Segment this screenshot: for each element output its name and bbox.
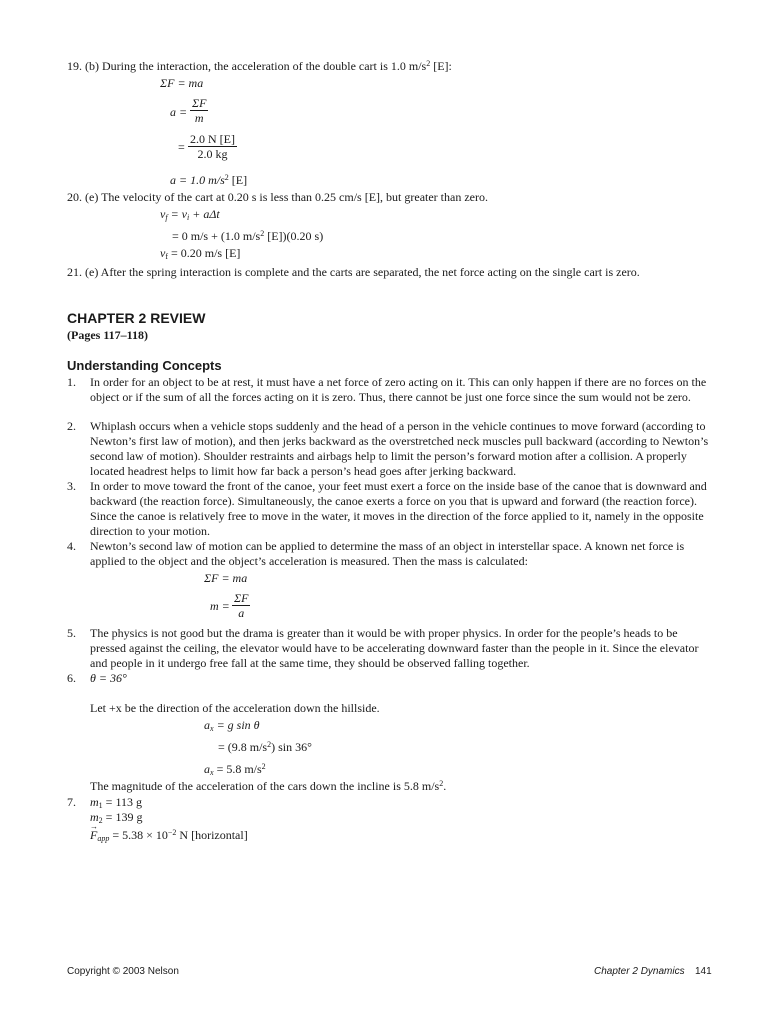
item-7-number: 7. [67, 795, 76, 809]
q19-intro: 19. (b) During the interaction, the acceleration of the double cart is 1.0 $m/s^2$ [E]: [67, 59, 452, 73]
section-heading: Understanding Concepts [67, 358, 222, 373]
item-1-number: 1. [67, 375, 76, 389]
q19-eq2-lhs: a = [170, 105, 188, 119]
q19-eq3-eq: = [178, 140, 185, 154]
item-7-m2: $m_2 = 139$ g [90, 810, 143, 825]
q19-eq2-fraction: $\frac{\Sigma F}{m}$ [192, 96, 207, 125]
item-4-eq2-fraction: $\frac{\Sigma F}{a}$ [234, 591, 249, 620]
item-4-eq2-lhs: m = [210, 599, 230, 613]
item-3-text: In order to move toward the front of the canoe, your feet must exert a force on the inside base of the canoe that is downward and backward (the reaction force). Simultaneously, the canoe exerts a force on you that is upward and forward (the reaction force). Since the canoe is relatively free to move in the water, it moves in the direction of the force applied to it, namely in the opposite direction to your motion. [90, 479, 707, 538]
q21-text: 21. (e) After the spring interaction is complete and the carts are separated, the net force acting on the single cart is zero. [67, 265, 640, 279]
item-5-text: The physics is not good but the drama is greater than it would be with proper physics. In order for the people’s heads to be pressed against the ceiling, the elevator would have to be accelerating downward faster than the people in it. Since the elevator and people in it undergo free fall at the same time, they should be observed falling together. [90, 626, 699, 670]
item-6-eq1: $a_x = g$ sin θ [204, 718, 260, 733]
item-1-text: In order for an object to be at rest, it must have a net force of zero acting on it. This can only happen if there are no forces on the object or if the sum of all the forces acting on it is zero. Thus, there cannot be just one force since the sum would not be zero. [90, 375, 707, 404]
item-6-theta: θ = 36° [90, 671, 127, 685]
q20-eq1: $v_f = v_i + a\Delta t$ [160, 207, 220, 222]
chapter-title: CHAPTER 2 REVIEW [67, 310, 206, 326]
q20-intro: 20. (e) The velocity of the cart at 0.20 s is less than 0.25 cm/s [E], but greater than zero. [67, 190, 488, 204]
q19-eq4: a = 1.0 $m/s^2$ [E] [170, 173, 248, 187]
q20-eq3: $v_f = 0.20$ m/s [E] [160, 246, 241, 261]
footer-chapter: Chapter 2 Dynamics [594, 966, 685, 977]
item-6-conclusion: The magnitude of the acceleration of the cars down the incline is 5.8 $m/s^2$. [90, 779, 447, 793]
q19-eq1: ΣF = ma [160, 76, 204, 90]
item-4-number: 4. [67, 539, 76, 553]
item-2-text: Whiplash occurs when a vehicle stops suddenly and the head of a person in the vehicle continues to move forward (according to Newton’s first law of motion), and then jerks backward as the overstretched neck muscles pull backward (according to Newton’s second law of motion). Shoulder restraints and airbags help to limit the person’s forward motion after a collision. A properly located headrest helps to limit how far back a person’s head goes after jerking backward. [90, 419, 709, 478]
chapter-pages: (Pages 117–118) [67, 328, 148, 342]
item-3-number: 3. [67, 479, 76, 493]
footer-copyright: Copyright © 2003 Nelson [67, 966, 179, 977]
footer-page-number: 141 [695, 966, 712, 977]
item-4-eq1: ΣF = ma [204, 571, 248, 585]
item-6-eq3: $a_x = 5.8$ $m/s^2$ [204, 762, 266, 777]
item-2-number: 2. [67, 419, 76, 433]
q19-eq3-fraction: $\frac{2.0 N [E]}{2.0 kg}$ [190, 132, 235, 161]
item-7-m1: $m_1 = 113$ g [90, 795, 142, 810]
item-7-force: → $F_{app} = 5.38 \times 10^{-2}$ N [horizontal] [90, 828, 248, 843]
item-6-let: Let +x be the direction of the acceleration down the hillside. [90, 701, 380, 715]
item-6-number: 6. [67, 671, 76, 685]
item-6-eq2: = (9.8 $m/s^2$) sin 36° [218, 740, 312, 754]
item-4-text: Newton’s second law of motion can be applied to determine the mass of an object in interstellar space. A known net force is applied to the object and the object’s acceleration is measured. Then the mass is calculated: [90, 539, 685, 568]
q20-eq2: = 0 m/s + (1.0 $m/s^2$ [E])(0.20 s) [172, 229, 324, 243]
item-5-number: 5. [67, 626, 76, 640]
